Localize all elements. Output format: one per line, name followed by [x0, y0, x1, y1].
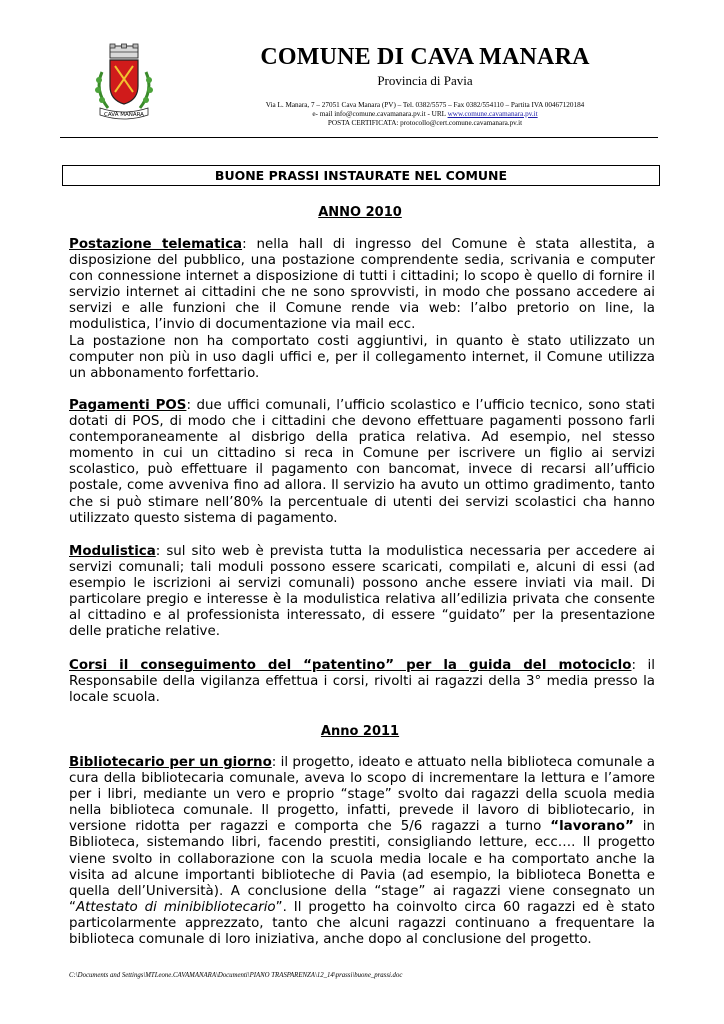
paragraph-body: : nella hall di ingresso del Comune è stata allestita, a disposizione del pubblico, una postazione comprendente sedia, scrivania e computer con connessione internet a disposizione di tutti i cittadini; lo scopo è quello di fornire il servizio internet ai cittadini che ne sono sprovvisti, in modo che possano accedere ai servizi e alle funzioni che il Comune rende via web: l’albo pretorio on line, la modulistica, l’invio di documentazione via mail ecc.: [69, 237, 655, 333]
paragraph-body: La postazione non ha comportato costi aggiuntivi, in quanto è stato utilizzato un computer non più in uso dagli uffici e, per il collegamento internet, il Comune utilizza un abbonamento forfettario.: [69, 333, 655, 381]
header-divider: [60, 137, 658, 138]
paragraph-lead: Postazione telematica: [69, 237, 243, 252]
paragraph-body: : sul sito web è prevista tutta la modulistica necessaria per accedere ai servizi comunali; tali moduli possono essere scaricati, compilati e, alcuni di essi (ad esempio le iscrizioni ai servizi comunali) possono anche essere inviati via mail. Di particolare pregio e interesse è la modulistica relativa all’edilizia privata che consente al cittadino e al professionista interessato, di essere “guidato” per la presentazione delle pratiche relative.: [69, 544, 655, 640]
email-url-line: [210, 110, 640, 119]
pec-line: POSTA CERTIFICATA: protocollo@cert.comune.cavamanara.pv.it: [327, 119, 523, 127]
paragraph-body: : due uffici comunali, l’ufficio scolastico e l’ufficio tecnico, sono stati dotati di POS, di modo che i cittadini che devono effettuare pagamenti possono farli contemporaneamente al disbrigo della pratica relativa. Ad esempio, nel stesso momento in cui un cittadino si reca in Comune per iscrivere un figlio ai servizi scolastico, può effettuare il pagamento con bancomat, invece di recarsi all’ufficio postale, come avveniva fino ad allora. Il servizio ha avuto un ottimo gradimento, tanto che si può stimare nell’80% la percentuale di utenti dei servizi scolastici cha hanno utilizzato questo sistema di pagamento.: [69, 398, 655, 526]
paragraph-body: : il Responsabile della vigilanza effettua i corsi, rivolti ai ragazzi della 3° media presso la locale scuola.: [69, 658, 655, 706]
paragraph-corsi-patentino: [69, 658, 655, 706]
contact-block: [210, 101, 640, 128]
emphasis-text: “lavorano”: [550, 819, 634, 835]
paragraph-body: ”. Il progetto ha coinvolto circa 60 ragazzi ed è stato particolarmente apprezzato, tanto che alcuni ragazzi continuano a frequentare la biblioteca comunale di loro iniziativa, anche dopo al conclusione del progetto.: [69, 899, 655, 948]
section-heading-2011: Anno 2011: [320, 724, 400, 739]
paragraph-lead: Corsi il conseguimento del “patentino” per la guida del motociclo: [69, 658, 632, 673]
address-line: Via L. Manara, 7 – 27051 Cava Manara (PV) – Tel. 0382/5575 – Fax 0382/554110 – Partita IVA 00467120184: [265, 101, 585, 109]
municipality-name: COMUNE DI CAVA MANARA: [260, 44, 590, 70]
paragraph-postazione-telematica: [69, 237, 655, 382]
document-title: BUONE PRASSI INSTAURATE NEL COMUNE: [62, 165, 660, 186]
letterhead: [0, 0, 724, 140]
crest-label: CAVA MANARA: [104, 112, 144, 118]
coat-of-arms-icon: [88, 42, 160, 122]
paragraph-lead: Bibliotecario per un giorno: [69, 755, 272, 770]
section-heading-2010: ANNO 2010: [318, 205, 402, 220]
paragraph-modulistica: [69, 544, 655, 641]
paragraph-lead: Pagamenti POS: [69, 398, 187, 413]
paragraph-body: : il progetto, ideato e attuato nella biblioteca comunale a cura della bibliotecaria comunale, aveva lo scopo di incrementare la lettura e l’amore per i libri, mediante un vero e proprio “stage” svolto dai ragazzi della scuola media nella biblioteca comunale. Il progetto, infatti, prevede il lavoro di bibliotecario, in versione ridotta per ragazzi e comporta che 5/6 ragazzi a turno: [69, 755, 655, 835]
email-text: e- mail info@comune.cavamanara.pv.it - URL: [312, 110, 448, 118]
province-name: Provincia di Pavia: [377, 73, 473, 88]
file-path-footer: C:\Documents and Settings\MTLeone.CAVAMANARA\Documenti\PIANO TRASPARENZA\12_14\prassi\buone_prassi.doc: [69, 972, 403, 979]
paragraph-body: in Biblioteca, sistemando libri, facendo prestiti, consigliando letture, ecc…. Il progetto viene svolto in collaborazione con la scuola media locale e ha comportato anche la visita ad alcune importanti biblioteche di Pavia (ad esempio, la biblioteca Bonetta e quella dell’Università). A conclusione della “stage” ai ragazzi viene consegnato un “: [69, 819, 655, 915]
paragraph-lead: Modulistica: [69, 544, 156, 559]
website-link[interactable]: www.comune.cavamanara.pv.it: [447, 110, 538, 118]
paragraph-bibliotecario: [69, 755, 655, 948]
italic-text: Attestato di minibibliotecario: [75, 899, 276, 915]
paragraph-pagamenti-pos: [69, 398, 655, 527]
